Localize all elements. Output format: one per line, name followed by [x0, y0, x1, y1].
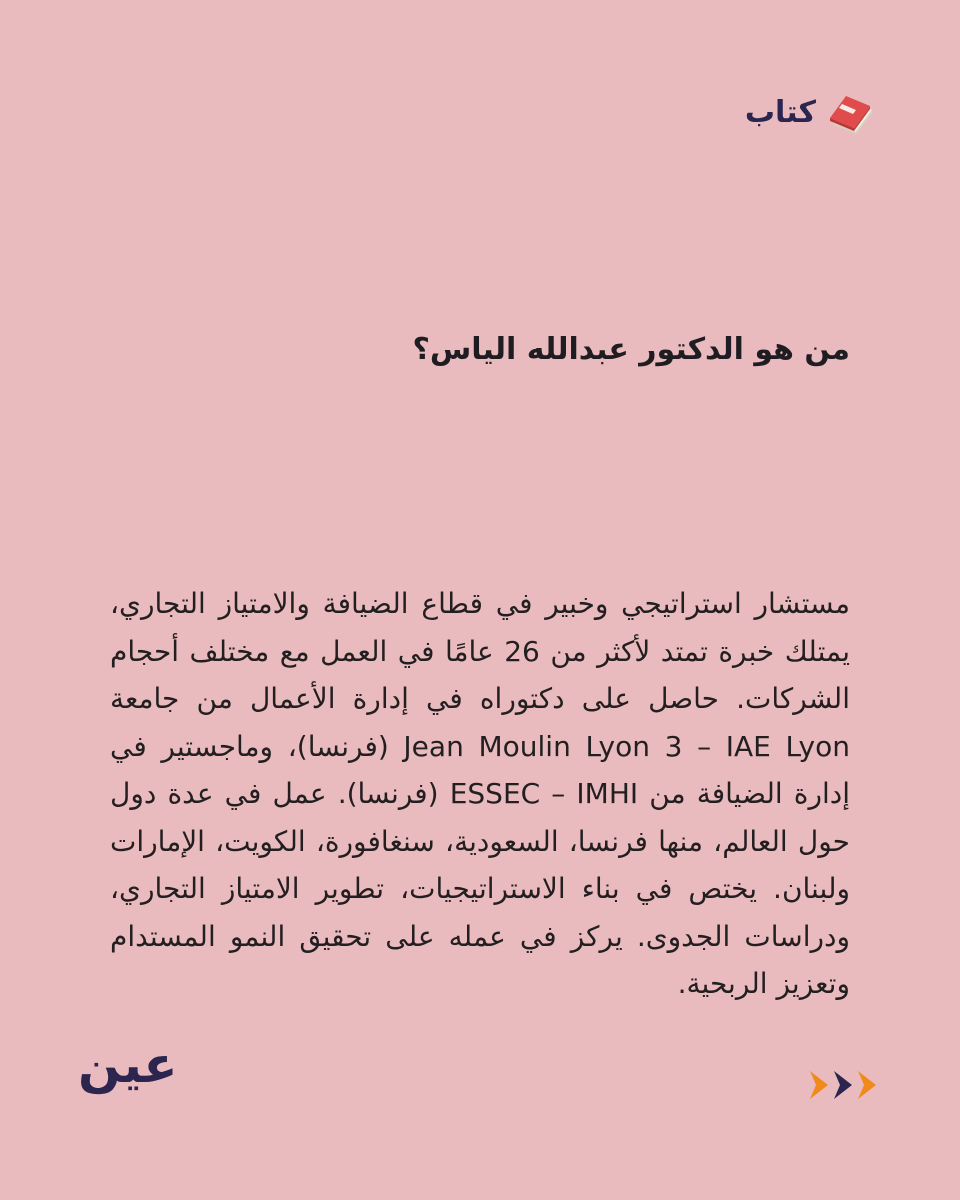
book-icon [826, 92, 876, 134]
page-title: من هو الدكتور عبدالله الياس؟ [412, 332, 850, 367]
category-header [745, 92, 876, 134]
brand-logo: عين [78, 1036, 178, 1094]
triple-arrow-icon[interactable] [808, 1069, 882, 1101]
category-label: كتاب [744, 95, 816, 130]
bio-paragraph: مستشار استراتيجي وخبير في قطاع الضيافة والامتياز التجاري، يمتلك خبرة تمتد لأكثر من 26 عامًا في العمل مع مختلف أحجام الشركات. حاصل على دكتوراه في إدارة الأعمال من جامعة Jean Moulin Lyon 3 – IAE Lyon (فرنسا)، وماجستير في إدارة الضيافة من ESSEC – IMHI (فرنسا). عمل في عدة دول حول العالم، منها فرنسا، السعودية، سنغافورة، الكويت، الإمارات ولبنان. يختص في بناء الاستراتيجيات، تطوير الامتياز التجاري، ودراسات الجدوى. يركز في عمله على تحقيق النمو المستدام وتعزيز الربحية. [110, 587, 851, 1000]
